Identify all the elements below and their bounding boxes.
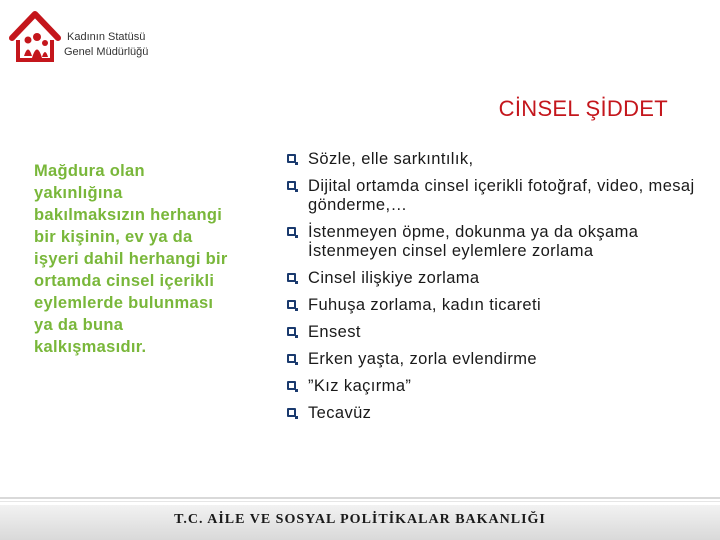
bullet-text: Sözle, elle sarkıntılık, (308, 150, 474, 168)
bullet-item (286, 269, 696, 288)
bullet-item (286, 377, 696, 396)
footer-divider-thin (0, 501, 720, 502)
slide-title: CİNSEL ŞİDDET (498, 96, 668, 121)
org-name-line2: Genel Müdürlüğü (64, 46, 149, 58)
bullet-item (286, 296, 696, 315)
bullet-item (286, 323, 696, 342)
bullet-text: Erken yaşta, zorla evlendirme (308, 350, 537, 368)
bullet-list (286, 150, 696, 431)
square-bullet-icon (287, 408, 296, 417)
bullet-item (286, 177, 696, 215)
bullet-item (286, 150, 696, 169)
bullet-text: İstenmeyen öpme, dokunma ya da okşama İstenmeyen cinsel eylemlere zorlama (308, 223, 639, 260)
square-bullet-icon (287, 300, 296, 309)
ksgm-logo-icon (8, 10, 62, 66)
square-bullet-icon (287, 327, 296, 336)
bullet-item (286, 350, 696, 369)
org-name-line1: Kadının Statüsü (67, 31, 146, 43)
square-bullet-icon (287, 381, 296, 390)
bullet-text: Dijital ortamda cinsel içerikli fotoğraf, video, mesaj gönderme,… (308, 177, 695, 214)
square-bullet-icon (287, 354, 296, 363)
footer-ministry-name: T.C. AİLE VE SOSYAL POLİTİKALAR BAKANLIĞI (174, 512, 546, 527)
bullet-text: ”Kız kaçırma” (308, 377, 412, 395)
square-bullet-icon (287, 154, 296, 163)
bullet-text: Fuhuşa zorlama, kadın ticareti (308, 296, 542, 314)
square-bullet-icon (287, 273, 296, 282)
bullet-item (286, 223, 696, 261)
footer-divider (0, 497, 720, 499)
bullet-text: Cinsel ilişkiye zorlama (308, 269, 480, 287)
organization-name (64, 30, 148, 60)
square-bullet-icon (287, 181, 296, 190)
definition-text: Mağdura olan yakınlığına bakılmaksızın herhangi bir kişinin, ev ya da işyeri dahil herhangi bir ortamda cinsel içerikli eylemlerde bulunması ya da buna kalkışmasıdır. (34, 162, 228, 356)
square-bullet-icon (287, 227, 296, 236)
bullet-text: Ensest (308, 323, 361, 341)
bullet-text: Tecavüz (308, 404, 372, 422)
bullet-item (286, 404, 696, 423)
